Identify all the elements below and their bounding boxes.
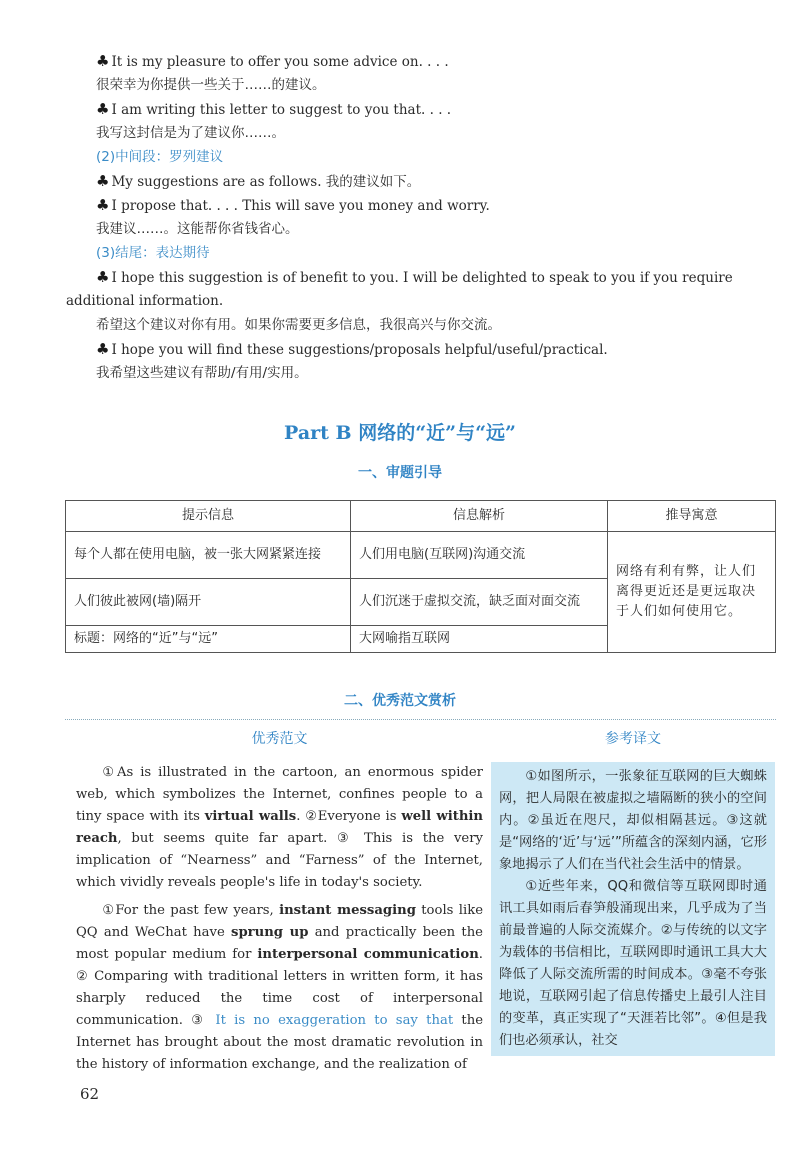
tip-line bbox=[96, 196, 770, 215]
tip-text: (2)中间段：罗列建议 bbox=[96, 149, 224, 165]
table-cell: 大网喻指互联网 bbox=[351, 626, 608, 653]
translation-column bbox=[491, 728, 775, 1056]
table-cell: 人们沉迷于虚拟交流，缺乏面对面交流 bbox=[351, 579, 608, 626]
translation-box bbox=[491, 762, 775, 1056]
essay-text: It is no exaggeration to say that bbox=[215, 1013, 454, 1028]
section2-title: 二、优秀范文赏析 bbox=[344, 693, 456, 709]
divider bbox=[65, 719, 776, 720]
tip-line bbox=[96, 364, 770, 382]
tip-text: 我希望这些建议有帮助/有用/实用。 bbox=[96, 365, 308, 381]
table-cell-meaning: 网络有利有弊，让人们离得更近还是更远取决于人们如何使用它。 bbox=[608, 532, 776, 653]
key-phrase: sprung up bbox=[231, 925, 309, 940]
club-suit-icon: ♣ bbox=[96, 172, 110, 190]
club-suit-icon: ♣ bbox=[96, 100, 110, 118]
table-header-cell: 推导寓意 bbox=[608, 501, 776, 532]
tip-line bbox=[96, 172, 770, 191]
club-suit-icon: ♣ bbox=[96, 196, 110, 214]
tip-line bbox=[96, 100, 770, 119]
tip-line bbox=[66, 292, 770, 310]
translation-paragraph-2: ①近些年来，QQ和微信等互联网即时通讯工具如雨后春笋般涌现出来，几乎成为了当前最普遍的人际交流媒介。②与传统的以文字为载体的书信相比，互联网即时通讯工具大大降低了人际交流所需的时间成本。③毫不夸张地说，互联网引起了信息传播史上最引人注目的变革，真正实现了“天涯若比邻”。④但是我们也必须承认，社交 bbox=[499, 879, 767, 1048]
essay-text: . ② Comparing with traditional letters in written form, it has sharply reduced the time cost of interpersonal communication. ③ bbox=[76, 947, 483, 1028]
section1-title: 一、审题引导 bbox=[358, 465, 442, 481]
table-row bbox=[66, 532, 776, 579]
essay-text: ①As is illustrated in the cartoon, an enormous spider web, which symbolizes the Internet, confines people to a tiny space with its bbox=[76, 765, 483, 824]
tip-line bbox=[96, 124, 770, 142]
essay-title: 优秀范文 bbox=[251, 731, 308, 747]
tip-text: 希望这个建议对你有用。如果你需要更多信息，我很高兴与你交流。 bbox=[96, 317, 501, 333]
tip-line bbox=[96, 340, 770, 359]
key-phrase: instant messaging bbox=[279, 903, 416, 918]
tip-text: 我建议……。这能帮你省钱省心。 bbox=[96, 221, 299, 237]
club-suit-icon: ♣ bbox=[96, 52, 110, 70]
tip-line bbox=[96, 268, 770, 287]
essay-text: the Internet has brought about the most dramatic revolution in the history of information exchange, and the realization of bbox=[76, 1013, 483, 1072]
key-phrase: well within reach bbox=[76, 809, 484, 846]
essay-text: tools like QQ and WeChat have bbox=[76, 903, 483, 940]
table-cell: 每个人都在使用电脑，被一张大网紧紧连接 bbox=[66, 532, 351, 579]
tip-line bbox=[96, 148, 770, 166]
tip-text: 我写这封信是为了建议你……。 bbox=[96, 125, 285, 141]
tip-line bbox=[96, 76, 770, 94]
tip-line bbox=[96, 316, 770, 334]
tip-text: It is my pleasure to offer you some advice on. . . . bbox=[111, 54, 449, 70]
tip-text: I hope this suggestion is of benefit to you. I will be delighted to speak to you if you require bbox=[111, 270, 733, 286]
tip-text: (3)结尾：表达期待 bbox=[96, 245, 210, 261]
tip-text: 很荣幸为你提供一些关于……的建议。 bbox=[96, 77, 326, 93]
key-phrase: interpersonal communication bbox=[257, 947, 479, 962]
tip-text: I hope you will find these suggestions/proposals helpful/useful/practical. bbox=[111, 342, 608, 358]
part-b-title: Part B 网络的“近”与“远” bbox=[284, 422, 516, 444]
club-suit-icon: ♣ bbox=[96, 268, 110, 286]
tip-text: additional information. bbox=[66, 293, 224, 309]
page-number: 62 bbox=[80, 1085, 100, 1103]
tip-text: My suggestions are as follows. 我的建议如下。 bbox=[111, 174, 421, 190]
essay-paragraph-1 bbox=[76, 762, 483, 894]
translation-paragraph-1: ①如图所示，一张象征互联网的巨大蜘蛛网，把人局限在被虚拟之墙隔断的狭小的空间内。②虽近在咫尺，却似相隔甚远。③这就是“网络的‘近’与‘远’”所蕴含的深刻内涵，它形象地揭示了人们在当代社会生活中的情景。 bbox=[499, 769, 767, 872]
table-cell: 标题：网络的“近”与“远” bbox=[66, 626, 351, 653]
essay-text: , but seems quite far apart. ③ This is the very implication of “Nearness” and “Farness” of the Internet, which vividly reveals people's life in today's society. bbox=[76, 831, 483, 890]
tip-text: I propose that. . . . This will save you money and worry. bbox=[111, 198, 490, 214]
translation-title: 参考译文 bbox=[605, 731, 661, 747]
table-header-row bbox=[66, 501, 776, 532]
table-header-cell: 提示信息 bbox=[66, 501, 351, 532]
table-cell: 人们用电脑(互联网)沟通交流 bbox=[351, 532, 608, 579]
essay-paragraph-2 bbox=[76, 900, 483, 1076]
guide-table bbox=[65, 500, 776, 653]
tip-text: I am writing this letter to suggest to you that. . . . bbox=[111, 102, 452, 118]
table-header-cell: 信息解析 bbox=[351, 501, 608, 532]
club-suit-icon: ♣ bbox=[96, 340, 110, 358]
essay-column bbox=[76, 728, 483, 1082]
essay-text: and practically been the most popular medium for bbox=[76, 925, 483, 962]
tip-line bbox=[96, 220, 770, 238]
tip-line bbox=[96, 52, 770, 71]
key-phrase: virtual walls bbox=[204, 809, 297, 824]
tip-line bbox=[96, 244, 770, 262]
essay-text: ①For the past few years, bbox=[102, 903, 280, 918]
essay-text: . ②Everyone is bbox=[296, 809, 402, 824]
table-cell: 人们彼此被网(墙)隔开 bbox=[66, 579, 351, 626]
